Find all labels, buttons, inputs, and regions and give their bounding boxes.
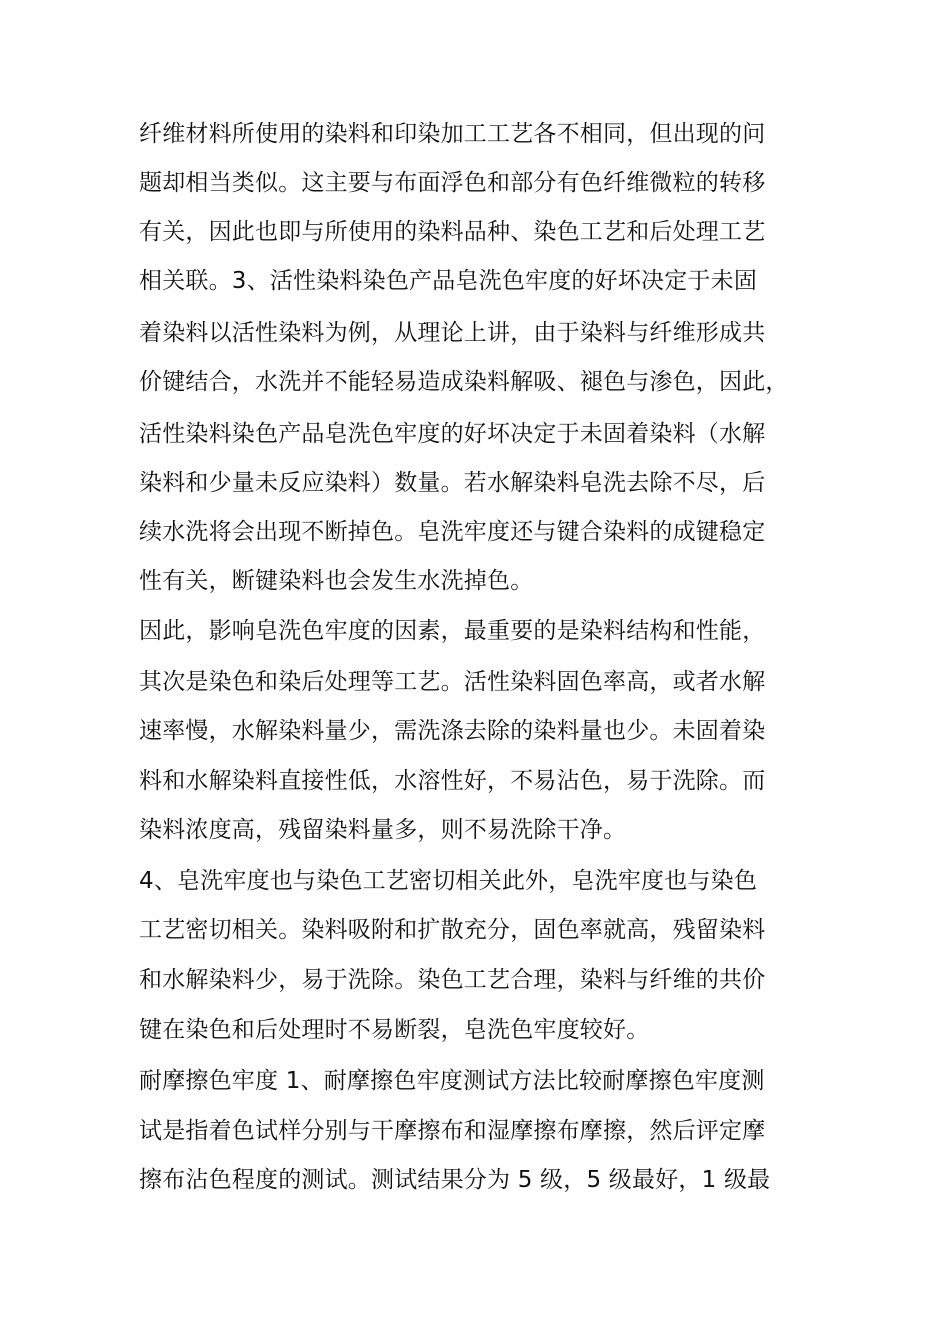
- text-line: 相关联。3、活性染料染色产品皂洗色牢度的好坏决定于未固: [139, 268, 758, 294]
- text-line: 染料浓度高，残留染料量多，则不易洗除干净。: [139, 817, 627, 843]
- text-line: 耐摩擦色牢度 1、耐摩擦色牢度测试方法比较耐摩擦色牢度测: [139, 1068, 765, 1094]
- text-line: 因此，影响皂洗色牢度的因素，最重要的是染料结构和性能，: [139, 618, 766, 644]
- text-line: 纤维材料所使用的染料和印染加工工艺各不相同，但出现的问: [139, 121, 766, 147]
- text-line: 着染料以活性染料为例，从理论上讲，由于染料与纤维形成共: [139, 320, 766, 346]
- text-line: 擦布沾色程度的测试。测试结果分为 5 级，5 级最好，1 级最: [139, 1167, 771, 1193]
- text-line: 键在染色和后处理时不易断裂，皂洗色牢度较好。: [139, 1017, 650, 1043]
- text-line: 续水洗将会出现不断掉色。皂洗牢度还与键合染料的成键稳定: [139, 519, 766, 545]
- text-line: 活性染料染色产品皂洗色牢度的好坏决定于未固着染料（水解: [139, 421, 766, 447]
- text-line: 其次是染色和染后处理等工艺。活性染料固色率高，或者水解: [139, 669, 766, 695]
- text-line: 料和水解染料直接性低，水溶性好，不易沾色，易于洗除。而: [139, 768, 766, 794]
- text-line: 有关，因此也即与所使用的染料品种、染色工艺和后处理工艺: [139, 219, 766, 245]
- text-line: 速率慢，水解染料量少，需洗涤去除的染料量也少。未固着染: [139, 718, 766, 744]
- text-line: 工艺密切相关。染料吸附和扩散充分，固色率就高，残留染料: [139, 917, 766, 943]
- text-line: 题却相当类似。这主要与布面浮色和部分有色纤维微粒的转移: [139, 170, 766, 196]
- text-line: 4、皂洗牢度也与染色工艺密切相关此外，皂洗牢度也与染色: [139, 868, 758, 894]
- text-line: 试是指着色试样分别与干摩擦布和湿摩擦布摩擦，然后评定摩: [139, 1118, 766, 1144]
- text-line: 染料和少量未反应染料）数量。若水解染料皂洗去除不尽，后: [139, 470, 766, 496]
- text-line: 和水解染料少，易于洗除。染色工艺合理，染料与纤维的共价: [139, 967, 766, 993]
- text-line: 性有关，断键染料也会发生水洗掉色。: [139, 568, 534, 594]
- text-line: 价键结合，水洗并不能轻易造成染料解吸、褪色与渗色，因此，: [139, 369, 789, 395]
